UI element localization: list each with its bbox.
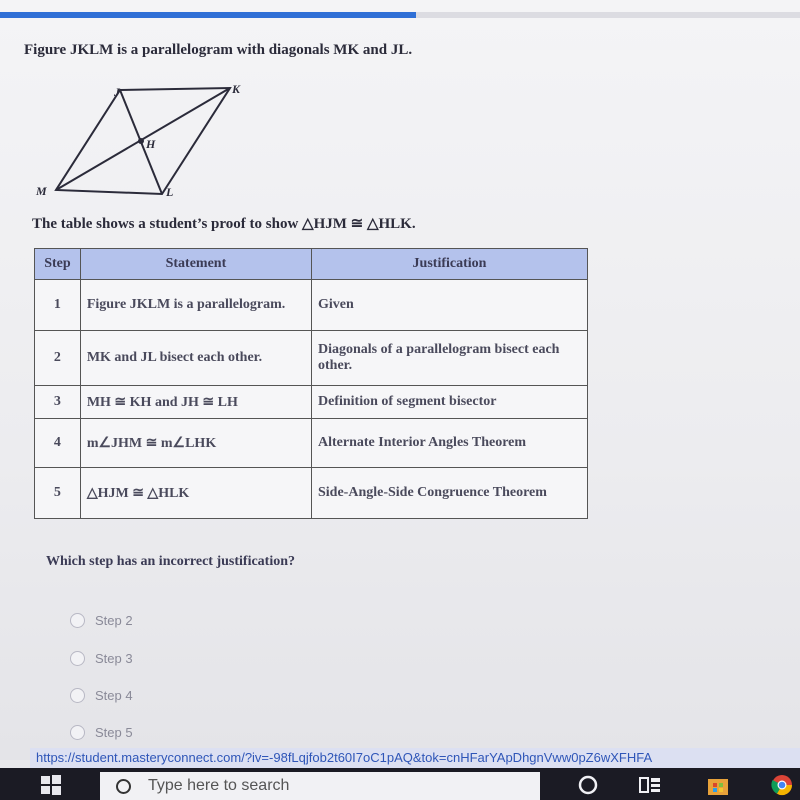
search-icon bbox=[116, 779, 131, 794]
table-header-row bbox=[35, 249, 588, 280]
radio-button[interactable] bbox=[70, 688, 85, 703]
progress-bar bbox=[0, 12, 800, 18]
question-prompt: Which step has an incorrect justification? bbox=[46, 554, 296, 569]
vertex-label-k: K bbox=[232, 82, 241, 96]
midpoint-h bbox=[138, 138, 144, 144]
answer-option-step-5[interactable] bbox=[70, 725, 133, 740]
table-row bbox=[35, 468, 588, 519]
table-row bbox=[35, 280, 588, 331]
step-cell: 5 bbox=[35, 468, 81, 519]
task-view-icon[interactable] bbox=[638, 774, 662, 796]
step-cell: 2 bbox=[35, 331, 81, 386]
progress-fill bbox=[0, 12, 416, 18]
justification-cell: Definition of segment bisector bbox=[312, 386, 588, 419]
table-intro: The table shows a student’s proof to show △HJM ≅ △HLK. bbox=[32, 216, 416, 232]
vertex-label-h: H bbox=[146, 137, 156, 151]
table-row bbox=[35, 386, 588, 419]
cortana-icon[interactable] bbox=[576, 774, 600, 796]
parallelogram-figure bbox=[20, 78, 260, 203]
justification-cell: Given bbox=[312, 280, 588, 331]
chrome-icon[interactable] bbox=[770, 774, 794, 796]
answer-option-step-2[interactable] bbox=[70, 613, 133, 628]
vertex-label-j: J bbox=[114, 85, 120, 99]
question-intro: Figure JKLM is a parallelogram with diagonals MK and JL. bbox=[24, 42, 413, 58]
justification-cell: Alternate Interior Angles Theorem bbox=[312, 419, 588, 468]
statement-cell: m∠JHM ≅ m∠LHK bbox=[80, 419, 311, 468]
search-placeholder: Type here to search bbox=[148, 777, 290, 794]
vertex-label-l: L bbox=[166, 185, 174, 199]
justification-cell: Side-Angle-Side Congruence Theorem bbox=[312, 468, 588, 519]
status-bar-url: https://student.masteryconnect.com/?iv=-98fLqjfob2t60I7oC1pAQ&tok=cnHFarYApDhgnVww0pZ6wXFHFA bbox=[30, 748, 800, 768]
step-cell: 1 bbox=[35, 280, 81, 331]
proof-table bbox=[34, 248, 588, 519]
step-cell: 4 bbox=[35, 419, 81, 468]
step-cell: 3 bbox=[35, 386, 81, 419]
windows-start-icon[interactable] bbox=[40, 774, 62, 796]
store-icon[interactable] bbox=[706, 774, 730, 796]
statement-cell: △HJM ≅ △HLK bbox=[80, 468, 311, 519]
radio-button[interactable] bbox=[70, 651, 85, 666]
table-row bbox=[35, 419, 588, 468]
header-step: Step bbox=[35, 249, 81, 280]
option-label: Step 4 bbox=[95, 688, 133, 703]
vertex-label-m: M bbox=[36, 184, 47, 198]
option-label: Step 2 bbox=[95, 613, 133, 628]
header-statement: Statement bbox=[80, 249, 311, 280]
option-label: Step 5 bbox=[95, 725, 133, 740]
justification-cell: Diagonals of a parallelogram bisect each other. bbox=[312, 331, 588, 386]
taskbar-search-box[interactable] bbox=[100, 772, 540, 800]
taskbar bbox=[0, 768, 800, 800]
option-label: Step 3 bbox=[95, 651, 133, 666]
answer-option-step-3[interactable] bbox=[70, 651, 133, 666]
statement-cell: MK and JL bisect each other. bbox=[80, 331, 311, 386]
header-justification: Justification bbox=[312, 249, 588, 280]
statement-cell: Figure JKLM is a parallelogram. bbox=[80, 280, 311, 331]
table-row bbox=[35, 331, 588, 386]
answer-option-step-4[interactable] bbox=[70, 688, 133, 703]
radio-button[interactable] bbox=[70, 613, 85, 628]
radio-button[interactable] bbox=[70, 725, 85, 740]
statement-cell: MH ≅ KH and JH ≅ LH bbox=[80, 386, 311, 419]
